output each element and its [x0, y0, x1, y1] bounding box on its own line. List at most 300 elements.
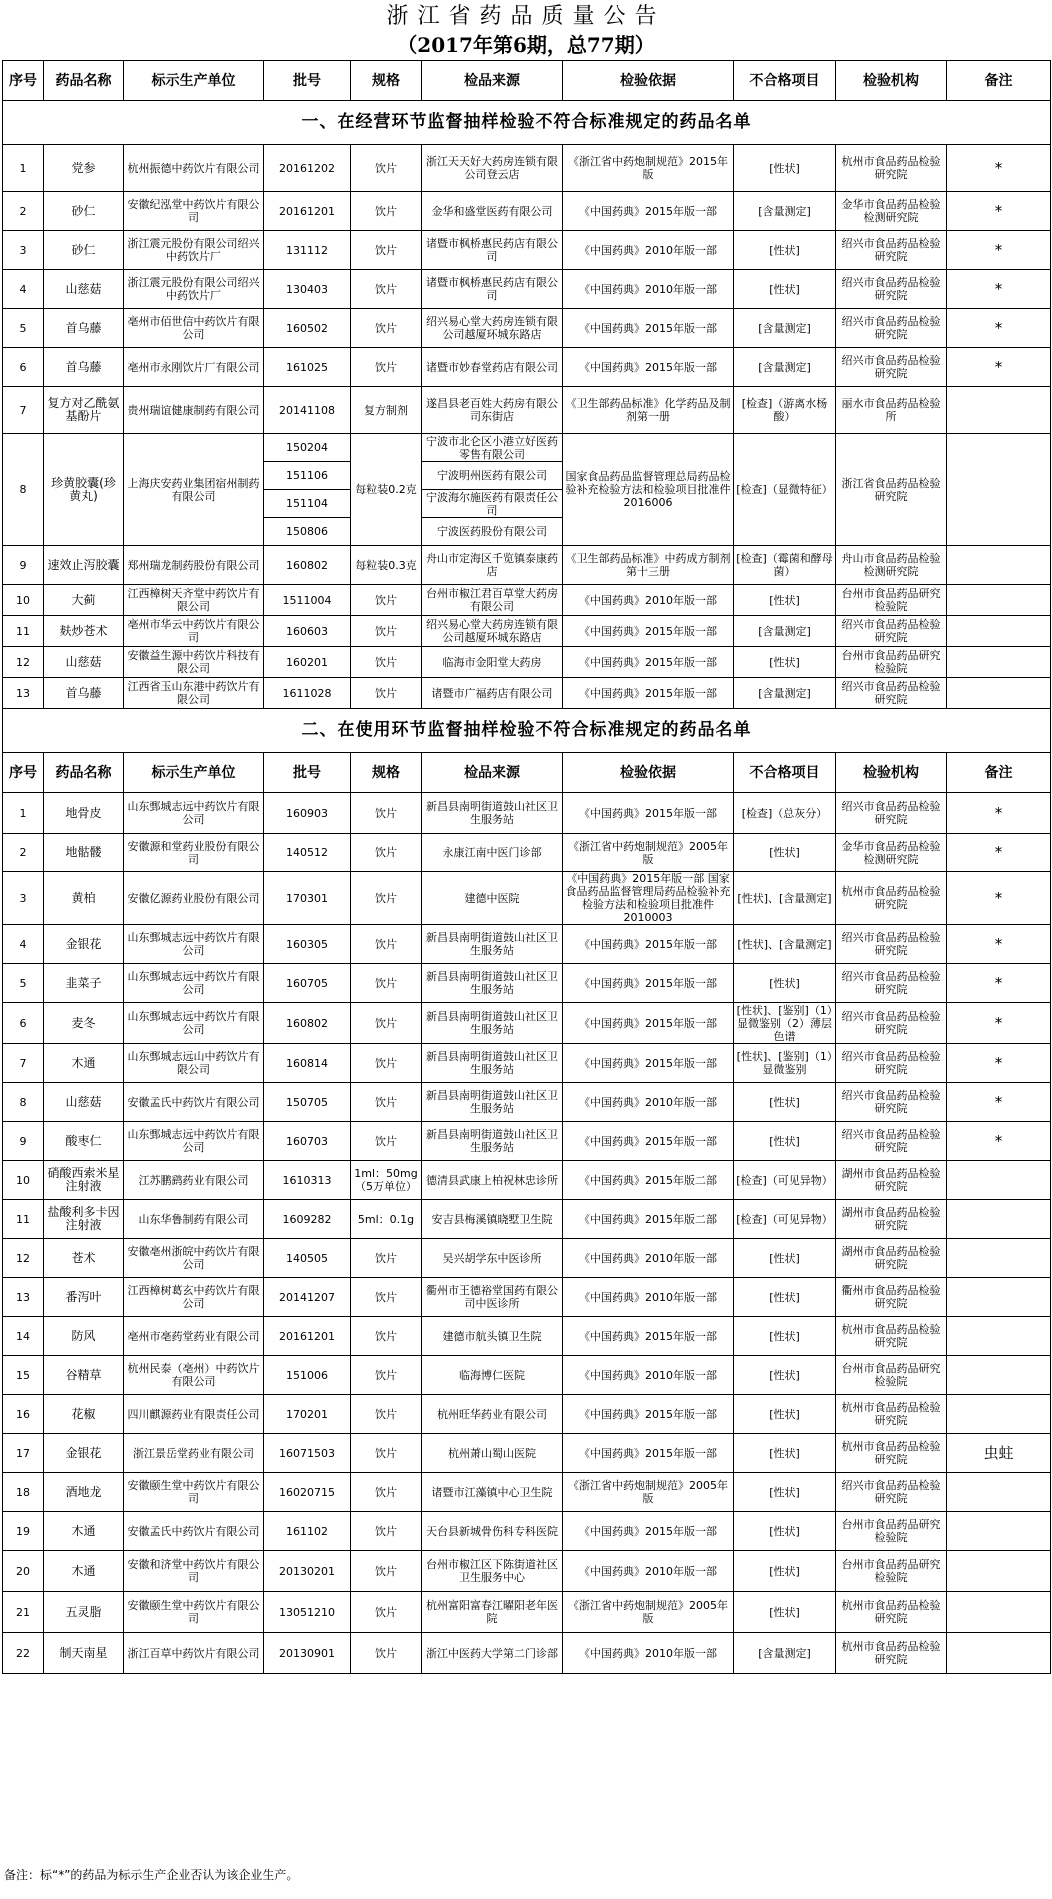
- cell-source: 诸暨市枫桥惠民药店有限公司: [422, 270, 563, 309]
- cell-name: 防风: [44, 1317, 124, 1356]
- cell-batch: 140512: [264, 834, 351, 872]
- cell-note: *: [947, 872, 1051, 925]
- cell-batch: 140505: [264, 1239, 351, 1278]
- cell-source: 新昌县南明街道鼓山社区卫生服务站: [422, 1122, 563, 1161]
- cell-spec: 饮片: [351, 1551, 422, 1592]
- table-row: [3, 678, 1051, 709]
- cell-maker: 安徽益生源中药饮片科技有限公司: [124, 647, 264, 678]
- cell-batch: 160502: [264, 309, 351, 348]
- cell-source: 诸暨市江藻镇中心卫生院: [422, 1473, 563, 1512]
- cell-basis: 国家食品药品监督管理总局药品检验补充检验方法和检验项目批准件2016006: [563, 434, 734, 546]
- cell-batch: 151006: [264, 1356, 351, 1395]
- table-row: [3, 1356, 1051, 1395]
- cell-batch: 170201: [264, 1395, 351, 1434]
- cell-no: 12: [3, 647, 44, 678]
- cell-note: 虫蛀: [947, 1434, 1051, 1473]
- cell-name: 珍黄胶囊(珍黄丸): [44, 434, 124, 546]
- cell-item: [性状]、[鉴别]（1）显微鉴别（2）薄层色谱: [734, 1003, 836, 1044]
- cell-source: 台州市椒江区下陈街道社区卫生服务中心: [422, 1551, 563, 1592]
- cell-source: 宁波海尔施医药有限责任公司: [422, 490, 563, 518]
- cell-basis: 《中国药典》2010年版一部: [563, 1551, 734, 1592]
- cell-source: 新昌县南明街道鼓山社区卫生服务站: [422, 964, 563, 1003]
- cell-maker: 杭州振德中药饮片有限公司: [124, 145, 264, 192]
- cell-name: 谷精草: [44, 1356, 124, 1395]
- cell-source: 建德市航头镇卫生院: [422, 1317, 563, 1356]
- cell-source: 临海博仁医院: [422, 1356, 563, 1395]
- cell-basis: 《中国药典》2015年版一部: [563, 678, 734, 709]
- cell-name: 山慈菇: [44, 270, 124, 309]
- table-row: [3, 834, 1051, 872]
- cell-spec: 饮片: [351, 1512, 422, 1551]
- cell-name: 麸炒苍术: [44, 616, 124, 647]
- table-row: [3, 1122, 1051, 1161]
- cell-name: 花椒: [44, 1395, 124, 1434]
- column-header: 规格: [351, 61, 422, 101]
- cell-basis: 《中国药典》2015年版一部: [563, 616, 734, 647]
- cell-name: 复方对乙酰氨基酚片: [44, 387, 124, 434]
- section1-title-row: [3, 101, 1051, 145]
- cell-batch: 20161202: [264, 145, 351, 192]
- cell-maker: 安徽源和堂药业股份有限公司: [124, 834, 264, 872]
- cell-lab: 湖州市食品药品检验研究院: [836, 1200, 947, 1239]
- cell-spec: 饮片: [351, 1003, 422, 1044]
- section-title: 一、在经营环节监督抽样检验不符合标准规定的药品名单: [3, 101, 1051, 145]
- cell-item: [含量测定]: [734, 1633, 836, 1674]
- table-header-row: [3, 753, 1051, 793]
- column-header: 药品名称: [44, 753, 124, 793]
- cell-basis: 《中国药典》2015年版一部: [563, 1317, 734, 1356]
- cell-no: 2: [3, 834, 44, 872]
- cell-item: [性状]: [734, 231, 836, 270]
- cell-no: 13: [3, 678, 44, 709]
- cell-note: *: [947, 192, 1051, 231]
- cell-name: 麦冬: [44, 1003, 124, 1044]
- cell-item: [性状]: [734, 1356, 836, 1395]
- cell-maker: 山东鄄城志远中药饮片有限公司: [124, 925, 264, 964]
- cell-note: [947, 678, 1051, 709]
- cell-source: 宁波明州医药有限公司: [422, 462, 563, 490]
- column-header: 序号: [3, 753, 44, 793]
- cell-name: 制天南星: [44, 1633, 124, 1674]
- cell-no: 2: [3, 192, 44, 231]
- cell-name: 番泻叶: [44, 1278, 124, 1317]
- cell-basis: 《中国药典》2010年版一部: [563, 1278, 734, 1317]
- table-row: [3, 872, 1051, 925]
- cell-basis: 《中国药典》2015年版一部: [563, 192, 734, 231]
- cell-name: 地骨皮: [44, 793, 124, 834]
- cell-source: 舟山市定海区千览镇泰康药店: [422, 546, 563, 585]
- cell-lab: 湖州市食品药品检验研究院: [836, 1239, 947, 1278]
- cell-lab: 绍兴市食品药品检验研究院: [836, 678, 947, 709]
- cell-batch: 160305: [264, 925, 351, 964]
- cell-no: 5: [3, 309, 44, 348]
- cell-basis: 《卫生部药品标准》中药成方制剂第十三册: [563, 546, 734, 585]
- cell-spec: 饮片: [351, 1592, 422, 1633]
- cell-note: *: [947, 1122, 1051, 1161]
- cell-source: 诸暨市枫桥惠民药店有限公司: [422, 231, 563, 270]
- table-row: [3, 1473, 1051, 1512]
- cell-name: 山慈菇: [44, 1083, 124, 1122]
- cell-item: [性状]: [734, 964, 836, 1003]
- cell-lab: 杭州市食品药品检验研究院: [836, 872, 947, 925]
- table-row: [3, 1044, 1051, 1083]
- cell-item: [检查]（游离水杨酸）: [734, 387, 836, 434]
- table-row: [3, 1551, 1051, 1592]
- cell-name: 大蓟: [44, 585, 124, 616]
- cell-source: 杭州旺华药业有限公司: [422, 1395, 563, 1434]
- cell-note: *: [947, 231, 1051, 270]
- cell-item: [性状]: [734, 1434, 836, 1473]
- cell-basis: 《中国药典》2015年版一部: [563, 925, 734, 964]
- table-row: [3, 1592, 1051, 1633]
- cell-lab: 台州市食品药品研究检验院: [836, 647, 947, 678]
- cell-source: 宁波市北仑区小港立好医药零售有限公司: [422, 434, 563, 462]
- page-title: 浙江省药品质量公告: [386, 4, 666, 29]
- cell-note: [947, 1200, 1051, 1239]
- cell-item: [含量测定]: [734, 348, 836, 387]
- cell-source: 诸暨市妙春堂药店有限公司: [422, 348, 563, 387]
- cell-source: 新昌县南明街道鼓山社区卫生服务站: [422, 925, 563, 964]
- cell-note: *: [947, 1083, 1051, 1122]
- cell-batch: 160201: [264, 647, 351, 678]
- cell-item: [含量测定]: [734, 616, 836, 647]
- cell-spec: 饮片: [351, 1122, 422, 1161]
- column-header: 序号: [3, 61, 44, 101]
- cell-maker: 浙江震元股份有限公司绍兴中药饮片厂: [124, 231, 264, 270]
- cell-note: *: [947, 145, 1051, 192]
- cell-spec: 饮片: [351, 616, 422, 647]
- table-row: [3, 1512, 1051, 1551]
- cell-item: [性状]: [734, 1512, 836, 1551]
- cell-basis: 《中国药典》2015年版一部: [563, 1003, 734, 1044]
- table-row: [3, 616, 1051, 647]
- cell-no: 4: [3, 270, 44, 309]
- table-row: [3, 793, 1051, 834]
- column-header: 标示生产单位: [124, 753, 264, 793]
- cell-source: 衢州市王德裕堂国药有限公司中医诊所: [422, 1278, 563, 1317]
- cell-source: 新昌县南明街道鼓山社区卫生服务站: [422, 1044, 563, 1083]
- cell-batch: 150806: [264, 518, 351, 546]
- cell-lab: 杭州市食品药品检验研究院: [836, 1395, 947, 1434]
- cell-spec: 饮片: [351, 793, 422, 834]
- cell-lab: 绍兴市食品药品检验研究院: [836, 348, 947, 387]
- cell-no: 7: [3, 1044, 44, 1083]
- cell-source: 金华和盛堂医药有限公司: [422, 192, 563, 231]
- cell-note: [947, 1317, 1051, 1356]
- cell-batch: 161102: [264, 1512, 351, 1551]
- cell-item: [性状]、[鉴别]（1）显微鉴别: [734, 1044, 836, 1083]
- cell-maker: 亳州市亳药堂药业有限公司: [124, 1317, 264, 1356]
- column-header: 标示生产单位: [124, 61, 264, 101]
- cell-basis: 《中国药典》2015年版一部: [563, 964, 734, 1003]
- cell-note: [947, 434, 1051, 546]
- cell-item: [性状]: [734, 647, 836, 678]
- cell-lab: 舟山市食品药品检验检测研究院: [836, 546, 947, 585]
- cell-no: 3: [3, 231, 44, 270]
- table-row: [3, 1395, 1051, 1434]
- cell-name: 木通: [44, 1512, 124, 1551]
- cell-lab: 绍兴市食品药品检验研究院: [836, 793, 947, 834]
- table-header-row: [3, 61, 1051, 101]
- cell-name: 首乌藤: [44, 678, 124, 709]
- cell-item: [性状]、[含量测定]: [734, 872, 836, 925]
- cell-basis: 《中国药典》2015年版一部: [563, 793, 734, 834]
- cell-note: *: [947, 834, 1051, 872]
- cell-no: 15: [3, 1356, 44, 1395]
- cell-maker: 安徽孟氏中药饮片有限公司: [124, 1512, 264, 1551]
- cell-lab: 绍兴市食品药品检验研究院: [836, 964, 947, 1003]
- cell-batch: 160814: [264, 1044, 351, 1083]
- drug-quality-table: [2, 60, 1051, 1674]
- cell-name: 盐酸利多卡因注射液: [44, 1200, 124, 1239]
- cell-item: [含量测定]: [734, 192, 836, 231]
- cell-source: 吴兴胡学东中医诊所: [422, 1239, 563, 1278]
- cell-lab: 丽水市食品药品检验所: [836, 387, 947, 434]
- table-row: [3, 1317, 1051, 1356]
- cell-source: 德清县武康上柏祝林忠诊所: [422, 1161, 563, 1200]
- cell-spec: 饮片: [351, 231, 422, 270]
- cell-no: 9: [3, 546, 44, 585]
- table-row: [3, 387, 1051, 434]
- cell-spec: 饮片: [351, 348, 422, 387]
- cell-maker: 山东鄄城志远中药饮片有限公司: [124, 1003, 264, 1044]
- cell-source: 杭州萧山蜀山医院: [422, 1434, 563, 1473]
- cell-spec: 饮片: [351, 834, 422, 872]
- section-title: 二、在使用环节监督抽样检验不符合标准规定的药品名单: [3, 709, 1051, 753]
- column-header: 不合格项目: [734, 753, 836, 793]
- table-row: [3, 1200, 1051, 1239]
- cell-item: [性状]: [734, 1551, 836, 1592]
- column-header: 检验依据: [563, 61, 734, 101]
- cell-basis: 《中国药典》2010年版一部: [563, 585, 734, 616]
- cell-batch: 160705: [264, 964, 351, 1003]
- cell-note: [947, 546, 1051, 585]
- cell-item: [含量测定]: [734, 309, 836, 348]
- cell-batch: 160802: [264, 1003, 351, 1044]
- cell-maker: 江西樟树葛玄中药饮片有限公司: [124, 1278, 264, 1317]
- cell-no: 21: [3, 1592, 44, 1633]
- table-row: [3, 1633, 1051, 1674]
- cell-source: 杭州富阳富春江曜阳老年医院: [422, 1592, 563, 1633]
- cell-no: 19: [3, 1512, 44, 1551]
- cell-lab: 绍兴市食品药品检验研究院: [836, 1083, 947, 1122]
- cell-lab: 绍兴市食品药品检验研究院: [836, 925, 947, 964]
- cell-name: 酒地龙: [44, 1473, 124, 1512]
- cell-source: 绍兴易心堂大药房连锁有限公司越厦环城东路店: [422, 309, 563, 348]
- cell-batch: 161025: [264, 348, 351, 387]
- cell-no: 5: [3, 964, 44, 1003]
- column-header: 批号: [264, 753, 351, 793]
- table-row: [3, 192, 1051, 231]
- cell-item: [性状]: [734, 1473, 836, 1512]
- cell-batch: 1609282: [264, 1200, 351, 1239]
- table-row: [3, 434, 1051, 462]
- cell-lab: 台州市食品药品研究检验院: [836, 585, 947, 616]
- cell-lab: 杭州市食品药品检验研究院: [836, 145, 947, 192]
- cell-item: [性状]: [734, 834, 836, 872]
- cell-note: [947, 1395, 1051, 1434]
- cell-basis: 《中国药典》2015年版一部 国家食品药品监督管理局药品检验补充检验方法和检验项目批准件2010003: [563, 872, 734, 925]
- cell-item: [检查]（总灰分）: [734, 793, 836, 834]
- cell-basis: 《中国药典》2015年版一部: [563, 348, 734, 387]
- column-header: 检验依据: [563, 753, 734, 793]
- cell-maker: 贵州瑞谊健康制药有限公司: [124, 387, 264, 434]
- table-row: [3, 231, 1051, 270]
- cell-source: 台州市椒江君百草堂大药房有限公司: [422, 585, 563, 616]
- cell-note: [947, 1356, 1051, 1395]
- cell-batch: 160802: [264, 546, 351, 585]
- cell-note: [947, 1473, 1051, 1512]
- cell-no: 20: [3, 1551, 44, 1592]
- cell-item: [检查]（可见异物）: [734, 1161, 836, 1200]
- cell-lab: 绍兴市食品药品检验研究院: [836, 231, 947, 270]
- cell-name: 首乌藤: [44, 309, 124, 348]
- cell-basis: 《中国药典》2010年版一部: [563, 1633, 734, 1674]
- cell-no: 10: [3, 585, 44, 616]
- cell-maker: 上海庆安药业集团宿州制药有限公司: [124, 434, 264, 546]
- cell-name: 苍术: [44, 1239, 124, 1278]
- cell-lab: 台州市食品药品研究检验院: [836, 1551, 947, 1592]
- footnote: 备注：标“*”的药品为标示生产企业否认为该企业生产。: [4, 1868, 299, 1882]
- table-row: [3, 145, 1051, 192]
- cell-basis: 《中国药典》2015年版一部: [563, 1122, 734, 1161]
- cell-source: 新昌县南明街道鼓山社区卫生服务站: [422, 793, 563, 834]
- cell-note: *: [947, 793, 1051, 834]
- cell-item: [检查]（霉菌和酵母菌）: [734, 546, 836, 585]
- table-row: [3, 647, 1051, 678]
- cell-maker: 安徽颐生堂中药饮片有限公司: [124, 1592, 264, 1633]
- column-header: 检验机构: [836, 61, 947, 101]
- cell-name: 党参: [44, 145, 124, 192]
- cell-name: 韭菜子: [44, 964, 124, 1003]
- cell-no: 8: [3, 434, 44, 546]
- cell-item: [性状]: [734, 1083, 836, 1122]
- table-row: [3, 1278, 1051, 1317]
- cell-maker: 安徽纪泓堂中药饮片有限公司: [124, 192, 264, 231]
- cell-source: 诸暨市广福药店有限公司: [422, 678, 563, 709]
- cell-spec: 1ml：50mg（5万单位）: [351, 1161, 422, 1200]
- cell-no: 11: [3, 1200, 44, 1239]
- column-header: 备注: [947, 753, 1051, 793]
- cell-basis: 《中国药典》2010年版一部: [563, 270, 734, 309]
- cell-maker: 杭州民泰（亳州）中药饮片有限公司: [124, 1356, 264, 1395]
- cell-lab: 杭州市食品药品检验研究院: [836, 1434, 947, 1473]
- cell-spec: 饮片: [351, 678, 422, 709]
- cell-basis: 《中国药典》2010年版一部: [563, 1239, 734, 1278]
- cell-maker: 江西省玉山东港中药饮片有限公司: [124, 678, 264, 709]
- table-row: [3, 348, 1051, 387]
- cell-basis: 《中国药典》2010年版一部: [563, 1356, 734, 1395]
- cell-maker: 亳州市佰世信中药饮片有限公司: [124, 309, 264, 348]
- cell-spec: 饮片: [351, 1356, 422, 1395]
- cell-item: [性状]: [734, 270, 836, 309]
- cell-no: 9: [3, 1122, 44, 1161]
- cell-lab: 台州市食品药品研究检验院: [836, 1512, 947, 1551]
- cell-lab: 金华市食品药品检验检测研究院: [836, 834, 947, 872]
- cell-batch: 1610313: [264, 1161, 351, 1200]
- cell-batch: 130403: [264, 270, 351, 309]
- cell-name: 硝酸西索米星注射液: [44, 1161, 124, 1200]
- cell-maker: 江西樟树天齐堂中药饮片有限公司: [124, 585, 264, 616]
- cell-item: [性状]: [734, 1239, 836, 1278]
- cell-basis: 《中国药典》2015年版二部: [563, 1200, 734, 1239]
- cell-note: [947, 1592, 1051, 1633]
- cell-spec: 饮片: [351, 647, 422, 678]
- cell-maker: 四川麒源药业有限责任公司: [124, 1395, 264, 1434]
- table-row: [3, 925, 1051, 964]
- column-header: 批号: [264, 61, 351, 101]
- cell-batch: 170301: [264, 872, 351, 925]
- cell-batch: 151104: [264, 490, 351, 518]
- cell-basis: 《浙江省中药炮制规范》2005年版: [563, 834, 734, 872]
- cell-lab: 绍兴市食品药品检验研究院: [836, 1003, 947, 1044]
- cell-name: 黄柏: [44, 872, 124, 925]
- cell-batch: 20161201: [264, 192, 351, 231]
- cell-name: 木通: [44, 1551, 124, 1592]
- cell-batch: 20161201: [264, 1317, 351, 1356]
- cell-no: 8: [3, 1083, 44, 1122]
- cell-name: 地骷髅: [44, 834, 124, 872]
- cell-maker: 山东鄄城志远中药饮片有限公司: [124, 964, 264, 1003]
- cell-no: 16: [3, 1395, 44, 1434]
- cell-spec: 饮片: [351, 1278, 422, 1317]
- cell-item: [性状]: [734, 1317, 836, 1356]
- cell-name: 速效止泻胶囊: [44, 546, 124, 585]
- table-row: [3, 1434, 1051, 1473]
- cell-maker: 山东鄄城志远中药饮片有限公司: [124, 793, 264, 834]
- cell-lab: 湖州市食品药品检验研究院: [836, 1161, 947, 1200]
- cell-batch: 20141108: [264, 387, 351, 434]
- cell-source: 遂昌县老百姓大药房有限公司东街店: [422, 387, 563, 434]
- cell-name: 金银花: [44, 1434, 124, 1473]
- cell-lab: 杭州市食品药品检验研究院: [836, 1592, 947, 1633]
- cell-spec: 饮片: [351, 1473, 422, 1512]
- cell-source: 宁波医药股份有限公司: [422, 518, 563, 546]
- cell-lab: 绍兴市食品药品检验研究院: [836, 1044, 947, 1083]
- table-row: [3, 1239, 1051, 1278]
- cell-spec: 饮片: [351, 1395, 422, 1434]
- cell-no: 11: [3, 616, 44, 647]
- cell-spec: 饮片: [351, 1317, 422, 1356]
- cell-source: 浙江中医药大学第二门诊部: [422, 1633, 563, 1674]
- cell-no: 6: [3, 348, 44, 387]
- cell-source: 安吉县梅溪镇晓墅卫生院: [422, 1200, 563, 1239]
- cell-item: [性状]: [734, 145, 836, 192]
- cell-no: 3: [3, 872, 44, 925]
- cell-batch: 20130901: [264, 1633, 351, 1674]
- cell-item: [检查]（可见异物）: [734, 1200, 836, 1239]
- cell-name: 砂仁: [44, 231, 124, 270]
- page-subtitle: （2017年第6期，总77期）: [397, 33, 655, 57]
- cell-note: *: [947, 964, 1051, 1003]
- cell-maker: 亳州市华云中药饮片有限公司: [124, 616, 264, 647]
- table-row: [3, 1161, 1051, 1200]
- cell-maker: 安徽和济堂中药饮片有限公司: [124, 1551, 264, 1592]
- cell-basis: 《浙江省中药炮制规范》2015年版: [563, 145, 734, 192]
- cell-spec: 饮片: [351, 1044, 422, 1083]
- cell-spec: 饮片: [351, 1434, 422, 1473]
- cell-spec: 复方制剂: [351, 387, 422, 434]
- table-row: [3, 585, 1051, 616]
- cell-no: 4: [3, 925, 44, 964]
- cell-item: [性状]: [734, 1122, 836, 1161]
- cell-note: [947, 585, 1051, 616]
- cell-basis: 《中国药典》2010年版一部: [563, 1083, 734, 1122]
- cell-spec: 饮片: [351, 1083, 422, 1122]
- cell-lab: 浙江省食品药品检验研究院: [836, 434, 947, 546]
- cell-note: [947, 1512, 1051, 1551]
- cell-basis: 《中国药典》2015年版一部: [563, 647, 734, 678]
